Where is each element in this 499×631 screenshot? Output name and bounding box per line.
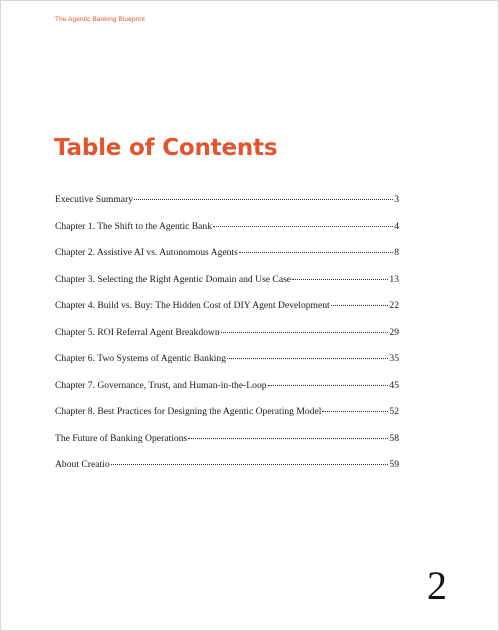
toc-dot-leader	[331, 305, 389, 306]
toc-list	[55, 194, 399, 486]
toc-entry-page: 45	[389, 379, 399, 391]
toc-entry-chapter-1[interactable]	[55, 221, 399, 248]
toc-entry-page: 35	[389, 353, 399, 364]
toc-entry-chapter-7[interactable]	[55, 380, 399, 407]
toc-entry-about-creatio[interactable]	[55, 459, 399, 486]
toc-entry-title: About Creatio	[55, 459, 110, 470]
running-header: The Agentic Banking Blueprint	[55, 16, 145, 23]
page-number: 2	[427, 563, 447, 608]
toc-entry-chapter-6[interactable]	[55, 353, 399, 380]
toc-entry-chapter-8[interactable]	[55, 406, 399, 433]
toc-entry-title: Executive Summary	[55, 194, 134, 205]
toc-entry-title: Chapter 7. Governance, Trust, and Human-in-the-Loop	[55, 379, 267, 391]
toc-entry-page: 58	[389, 432, 399, 444]
toc-entry-page: 8	[394, 247, 399, 258]
toc-entry-chapter-2[interactable]	[55, 247, 399, 274]
toc-title: Table of Contents	[54, 135, 278, 161]
toc-dot-leader	[292, 279, 388, 280]
toc-entry-title: Chapter 3. Selecting the Right Agentic Domain and Use Case	[55, 273, 292, 285]
toc-dot-leader	[213, 226, 393, 227]
toc-entry-title: Chapter 2. Assistive AI vs. Autonomous Agents	[55, 247, 238, 258]
toc-dot-leader	[322, 411, 388, 412]
toc-dot-leader	[239, 252, 393, 253]
toc-entry-title: Chapter 1. The Shift to the Agentic Bank	[55, 220, 213, 232]
toc-entry-executive-summary[interactable]	[55, 194, 399, 221]
toc-entry-page: 13	[389, 273, 399, 285]
toc-entry-title: Chapter 8. Best Practices for Designing the Agentic Operating Model	[55, 406, 322, 417]
toc-dot-leader	[188, 438, 388, 439]
toc-entry-title: The Future of Banking Operations	[55, 432, 188, 444]
toc-dot-leader	[221, 332, 389, 333]
toc-entry-page: 22	[389, 300, 399, 311]
toc-entry-title: Chapter 6. Two Systems of Agentic Banking	[55, 353, 227, 364]
toc-dot-leader	[134, 199, 393, 200]
toc-entry-future-of-banking[interactable]	[55, 433, 399, 460]
toc-dot-leader	[268, 385, 389, 386]
toc-entry-page: 3	[394, 194, 399, 205]
toc-entry-chapter-3[interactable]	[55, 274, 399, 301]
toc-entry-page: 59	[389, 459, 399, 470]
toc-dot-leader	[227, 358, 388, 359]
toc-entry-title: Chapter 5. ROI Referral Agent Breakdown	[55, 326, 220, 338]
toc-entry-page: 4	[394, 220, 399, 232]
toc-entry-page: 52	[389, 406, 399, 417]
toc-entry-chapter-5[interactable]	[55, 327, 399, 354]
toc-entry-title: Chapter 4. Build vs. Buy: The Hidden Cost of DIY Agent Development	[55, 300, 330, 311]
toc-entry-page: 29	[389, 326, 399, 338]
toc-entry-chapter-4[interactable]	[55, 300, 399, 327]
toc-dot-leader	[111, 464, 389, 465]
